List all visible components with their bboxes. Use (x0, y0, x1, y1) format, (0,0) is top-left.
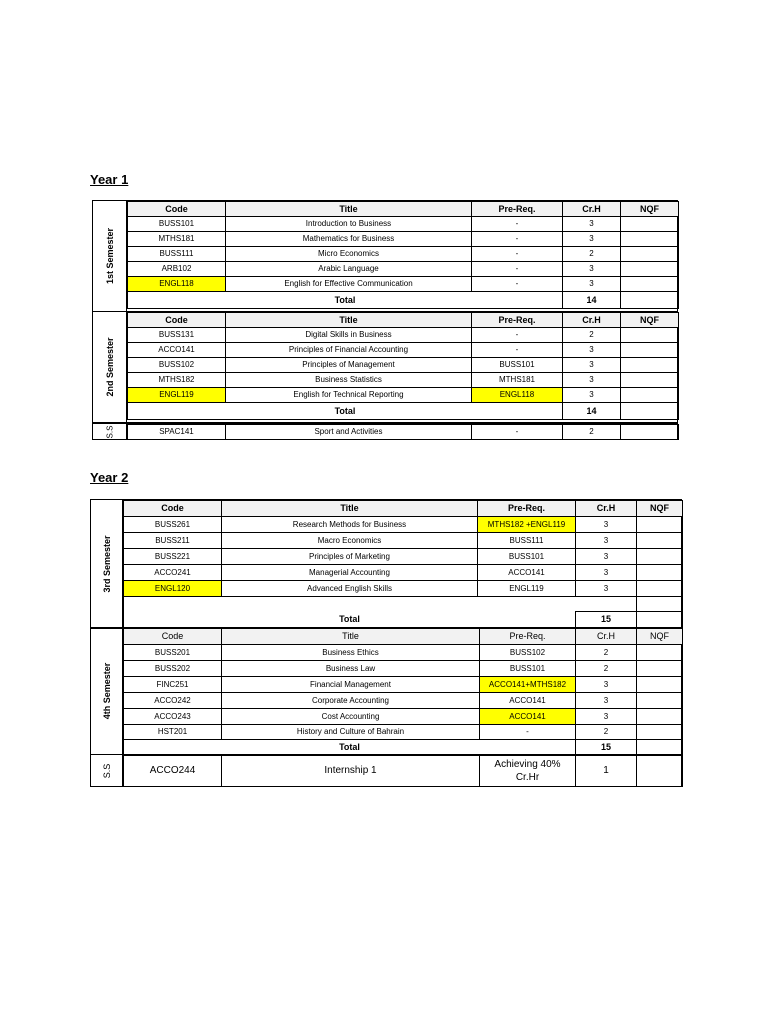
course-prereq: ACCO141+MTHS182 (480, 677, 576, 693)
summer-session-2-block (90, 754, 682, 787)
course-nqf (637, 709, 683, 725)
course-code: FINC251 (124, 677, 222, 693)
semester-3-table (123, 500, 683, 628)
col-header-title: Title (222, 629, 480, 645)
course-credits: 3 (576, 565, 637, 581)
col-header-crh: Cr.H (576, 501, 637, 517)
semester-1-block (92, 200, 678, 312)
summer-session-2-table (123, 755, 683, 787)
blank-cell (124, 597, 637, 612)
course-prereq: BUSS101 (472, 358, 563, 373)
col-header-crh: Cr.H (576, 629, 637, 645)
course-prereq: - (472, 343, 563, 358)
course-nqf (637, 517, 683, 533)
col-header-nqf: NQF (637, 501, 683, 517)
course-prereq: - (472, 262, 563, 277)
course-credits: 3 (563, 358, 621, 373)
course-code: BUSS111 (128, 247, 226, 262)
course-prereq: BUSS102 (480, 645, 576, 661)
summer-session-2-label: S.S (91, 755, 123, 786)
course-title: Managerial Accounting (222, 565, 478, 581)
course-title: English for Technical Reporting (226, 388, 472, 403)
semester-3-block (90, 499, 682, 629)
col-header-prereq: Pre-Req. (472, 313, 563, 328)
table-row (128, 358, 679, 373)
course-code: ACCO242 (124, 693, 222, 709)
course-title: Principles of Financial Accounting (226, 343, 472, 358)
total-row (128, 403, 679, 420)
table-header-row (128, 202, 679, 217)
course-credits: 3 (576, 533, 637, 549)
table-row (124, 517, 683, 533)
course-prereq: ACCO141 (480, 709, 576, 725)
table-header-row (124, 501, 683, 517)
course-code: ENGL118 (128, 277, 226, 292)
table-row (128, 277, 679, 292)
course-title: Macro Economics (222, 533, 478, 549)
course-nqf (621, 425, 679, 440)
col-header-code: Code (124, 501, 222, 517)
course-title: Corporate Accounting (222, 693, 480, 709)
total-nqf (637, 612, 683, 628)
table-row (124, 677, 683, 693)
course-code: ACCO244 (124, 756, 222, 787)
table-header-row (128, 313, 679, 328)
course-credits: 3 (576, 581, 637, 597)
table-row (124, 645, 683, 661)
course-credits: 3 (563, 277, 621, 292)
course-credits: 3 (576, 549, 637, 565)
table-row (124, 756, 683, 787)
course-nqf (621, 277, 679, 292)
col-header-nqf: NQF (637, 629, 683, 645)
course-nqf (621, 217, 679, 232)
col-header-prereq: Pre-Req. (480, 629, 576, 645)
course-nqf (637, 533, 683, 549)
course-title: Business Law (222, 661, 480, 677)
table-row (128, 425, 679, 440)
course-credits: 3 (563, 388, 621, 403)
col-header-title: Title (222, 501, 478, 517)
course-code: ENGL120 (124, 581, 222, 597)
table-row (128, 247, 679, 262)
semester-4-label: 4th Semester (91, 628, 123, 754)
course-code: HST201 (124, 725, 222, 740)
table-row (124, 725, 683, 740)
course-credits: 3 (563, 217, 621, 232)
year-2-heading: Year 2 (90, 470, 129, 485)
course-title: Business Ethics (222, 645, 480, 661)
course-credits: 3 (563, 232, 621, 247)
course-prereq: BUSS101 (480, 661, 576, 677)
course-nqf (637, 693, 683, 709)
course-credits: 3 (576, 677, 637, 693)
course-code: BUSS101 (128, 217, 226, 232)
table-row (128, 262, 679, 277)
table-row (124, 565, 683, 581)
total-label: Total (124, 740, 576, 756)
course-credits: 3 (563, 343, 621, 358)
course-title: Advanced English Skills (222, 581, 478, 597)
col-header-title: Title (226, 202, 472, 217)
course-code: BUSS211 (124, 533, 222, 549)
course-nqf (637, 565, 683, 581)
course-prereq: Achieving 40% Cr.Hr (480, 756, 576, 787)
course-prereq: BUSS111 (478, 533, 576, 549)
course-nqf (637, 756, 683, 787)
course-nqf (637, 725, 683, 740)
semester-2-label: 2nd Semester (93, 312, 127, 422)
course-credits: 2 (576, 661, 637, 677)
course-title: Financial Management (222, 677, 480, 693)
summer-session-1-table (127, 424, 679, 440)
course-nqf (621, 328, 679, 343)
semester-2-table (127, 312, 679, 420)
semester-4-table (123, 628, 683, 756)
course-nqf (637, 645, 683, 661)
table-row (128, 217, 679, 232)
total-row (124, 612, 683, 628)
course-prereq: - (472, 425, 563, 440)
course-prereq: ENGL118 (472, 388, 563, 403)
col-header-crh: Cr.H (563, 202, 621, 217)
table-row (128, 232, 679, 247)
semester-3-label: 3rd Semester (91, 500, 123, 628)
course-title: Sport and Activities (226, 425, 472, 440)
semester-1-table (127, 201, 679, 309)
course-title: English for Effective Communication (226, 277, 472, 292)
course-code: ACCO241 (124, 565, 222, 581)
course-nqf (637, 677, 683, 693)
course-code: BUSS102 (128, 358, 226, 373)
course-prereq: MTHS182 +ENGL119 (478, 517, 576, 533)
col-header-code: Code (124, 629, 222, 645)
semester-4-block (90, 627, 682, 755)
course-prereq: - (472, 277, 563, 292)
course-code: ENGL119 (128, 388, 226, 403)
course-code: BUSS261 (124, 517, 222, 533)
course-nqf (621, 358, 679, 373)
course-code: SPAC141 (128, 425, 226, 440)
course-title: Internship 1 (222, 756, 480, 787)
table-row (128, 373, 679, 388)
course-credits: 2 (563, 328, 621, 343)
course-code: BUSS221 (124, 549, 222, 565)
year-1-heading: Year 1 (90, 172, 129, 187)
course-title: Arabic Language (226, 262, 472, 277)
total-credits: 14 (563, 403, 621, 420)
course-code: ARB102 (128, 262, 226, 277)
col-header-crh: Cr.H (563, 313, 621, 328)
course-credits: 3 (576, 709, 637, 725)
total-credits: 15 (576, 740, 637, 756)
col-header-code: Code (128, 202, 226, 217)
course-nqf (621, 247, 679, 262)
table-row (124, 549, 683, 565)
table-row (124, 581, 683, 597)
table-row (128, 388, 679, 403)
course-title: Introduction to Business (226, 217, 472, 232)
course-nqf (637, 661, 683, 677)
course-prereq: - (472, 217, 563, 232)
course-credits: 3 (563, 373, 621, 388)
blank-row (124, 597, 683, 612)
course-nqf (637, 549, 683, 565)
total-credits: 15 (576, 612, 637, 628)
summer-session-1-label: S.S (93, 424, 127, 439)
course-title: Mathematics for Business (226, 232, 472, 247)
course-prereq: - (472, 232, 563, 247)
course-title: History and Culture of Bahrain (222, 725, 480, 740)
course-nqf (637, 581, 683, 597)
semester-2-block (92, 311, 678, 423)
total-label: Total (124, 612, 576, 628)
course-code: BUSS201 (124, 645, 222, 661)
course-nqf (637, 597, 683, 612)
course-code: MTHS181 (128, 232, 226, 247)
course-prereq: - (472, 328, 563, 343)
table-row (128, 328, 679, 343)
course-title: Micro Economics (226, 247, 472, 262)
course-credits: 3 (576, 517, 637, 533)
semester-1-label: 1st Semester (93, 201, 127, 311)
course-credits: 3 (576, 693, 637, 709)
course-credits: 2 (563, 247, 621, 262)
course-nqf (621, 373, 679, 388)
course-code: BUSS202 (124, 661, 222, 677)
col-header-prereq: Pre-Req. (478, 501, 576, 517)
course-nqf (621, 262, 679, 277)
course-credits: 2 (576, 645, 637, 661)
table-row (128, 343, 679, 358)
course-nqf (621, 343, 679, 358)
course-code: ACCO243 (124, 709, 222, 725)
course-credits: 3 (563, 262, 621, 277)
course-code: ACCO141 (128, 343, 226, 358)
col-header-prereq: Pre-Req. (472, 202, 563, 217)
course-title: Cost Accounting (222, 709, 480, 725)
course-code: BUSS131 (128, 328, 226, 343)
course-title: Digital Skills in Business (226, 328, 472, 343)
col-header-code: Code (128, 313, 226, 328)
table-header-row (124, 629, 683, 645)
total-label: Total (128, 403, 563, 420)
course-credits: 1 (576, 756, 637, 787)
course-prereq: - (472, 247, 563, 262)
course-title: Research Methods for Business (222, 517, 478, 533)
course-code: MTHS182 (128, 373, 226, 388)
total-credits: 14 (563, 292, 621, 309)
course-title: Principles of Management (226, 358, 472, 373)
course-prereq: ACCO141 (480, 693, 576, 709)
course-nqf (621, 232, 679, 247)
course-prereq: ACCO141 (478, 565, 576, 581)
total-row (128, 292, 679, 309)
table-row (124, 533, 683, 549)
course-title: Business Statistics (226, 373, 472, 388)
summer-session-1-block (92, 423, 678, 440)
total-nqf (621, 403, 679, 420)
course-prereq: MTHS181 (472, 373, 563, 388)
col-header-title: Title (226, 313, 472, 328)
total-label: Total (128, 292, 563, 309)
course-credits: 2 (563, 425, 621, 440)
course-prereq: ENGL119 (478, 581, 576, 597)
course-credits: 2 (576, 725, 637, 740)
col-header-nqf: NQF (621, 202, 679, 217)
course-nqf (621, 388, 679, 403)
total-nqf (621, 292, 679, 309)
course-title: Principles of Marketing (222, 549, 478, 565)
course-prereq: BUSS101 (478, 549, 576, 565)
table-row (124, 693, 683, 709)
col-header-nqf: NQF (621, 313, 679, 328)
table-row (124, 709, 683, 725)
course-prereq: - (480, 725, 576, 740)
table-row (124, 661, 683, 677)
